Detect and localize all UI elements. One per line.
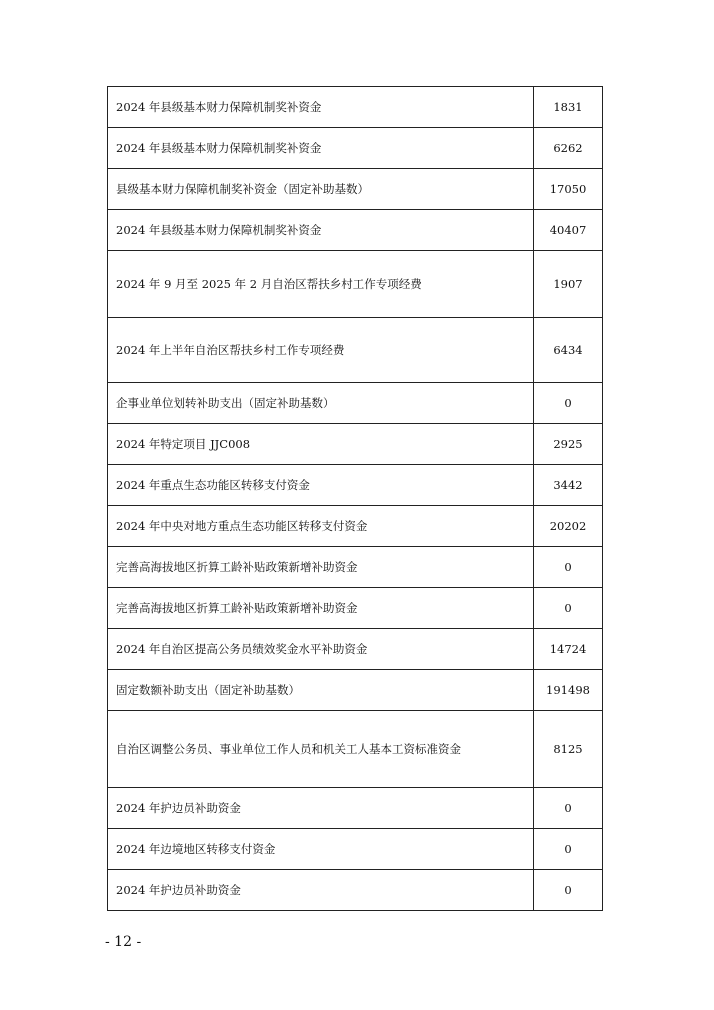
fund-amount-cell: 8125 [534, 711, 603, 788]
fund-amount-cell: 0 [534, 788, 603, 829]
fund-name-cell: 2024 年护边员补助资金 [108, 788, 534, 829]
fund-amount-cell: 3442 [534, 465, 603, 506]
fund-amount-cell: 0 [534, 588, 603, 629]
fund-name-cell: 2024 年县级基本财力保障机制奖补资金 [108, 210, 534, 251]
fund-name-cell: 2024 年护边员补助资金 [108, 870, 534, 911]
fund-name-cell: 完善高海拔地区折算工龄补贴政策新增补助资金 [108, 547, 534, 588]
table-row [108, 588, 603, 629]
fund-name-cell: 自治区调整公务员、事业单位工作人员和机关工人基本工资标准资金 [108, 711, 534, 788]
table-row [108, 169, 603, 210]
table-row [108, 711, 603, 788]
fund-amount-cell: 0 [534, 547, 603, 588]
fund-amount-cell: 6262 [534, 128, 603, 169]
table-row [108, 251, 603, 318]
fund-name-cell: 2024 年特定项目 JJC008 [108, 424, 534, 465]
fund-name-cell: 2024 年重点生态功能区转移支付资金 [108, 465, 534, 506]
table-row [108, 383, 603, 424]
fund-amount-cell: 1831 [534, 87, 603, 128]
table-row [108, 210, 603, 251]
table-row [108, 424, 603, 465]
table-row [108, 788, 603, 829]
fund-amount-cell: 2925 [534, 424, 603, 465]
fund-amount-cell: 17050 [534, 169, 603, 210]
table-row [108, 829, 603, 870]
table-row [108, 629, 603, 670]
fund-name-cell: 固定数额补助支出（固定补助基数） [108, 670, 534, 711]
fund-name-cell: 县级基本财力保障机制奖补资金（固定补助基数） [108, 169, 534, 210]
fund-amount-cell: 6434 [534, 318, 603, 383]
fund-name-cell: 2024 年上半年自治区帮扶乡村工作专项经费 [108, 318, 534, 383]
fund-name-cell: 2024 年中央对地方重点生态功能区转移支付资金 [108, 506, 534, 547]
fund-amount-cell: 40407 [534, 210, 603, 251]
table-row [108, 506, 603, 547]
fund-amount-cell: 20202 [534, 506, 603, 547]
fund-name-cell: 2024 年县级基本财力保障机制奖补资金 [108, 128, 534, 169]
fund-amount-cell: 1907 [534, 251, 603, 318]
fund-name-cell: 企事业单位划转补助支出（固定补助基数） [108, 383, 534, 424]
fund-name-cell: 完善高海拔地区折算工龄补贴政策新增补助资金 [108, 588, 534, 629]
fund-name-cell: 2024 年自治区提高公务员绩效奖金水平补助资金 [108, 629, 534, 670]
table-row [108, 318, 603, 383]
table-row [108, 670, 603, 711]
table-row [108, 465, 603, 506]
fund-name-cell: 2024 年县级基本财力保障机制奖补资金 [108, 87, 534, 128]
table-row [108, 128, 603, 169]
fund-amount-cell: 14724 [534, 629, 603, 670]
table-row [108, 547, 603, 588]
fund-amount-cell: 0 [534, 870, 603, 911]
fund-amount-cell: 0 [534, 829, 603, 870]
table-row [108, 870, 603, 911]
fund-name-cell: 2024 年边境地区转移支付资金 [108, 829, 534, 870]
fund-name-cell: 2024 年 9 月至 2025 年 2 月自治区帮扶乡村工作专项经费 [108, 251, 534, 318]
fund-amount-cell: 191498 [534, 670, 603, 711]
funds-table [107, 86, 603, 911]
table-row [108, 87, 603, 128]
page-number: - 12 - [105, 934, 142, 950]
fund-amount-cell: 0 [534, 383, 603, 424]
